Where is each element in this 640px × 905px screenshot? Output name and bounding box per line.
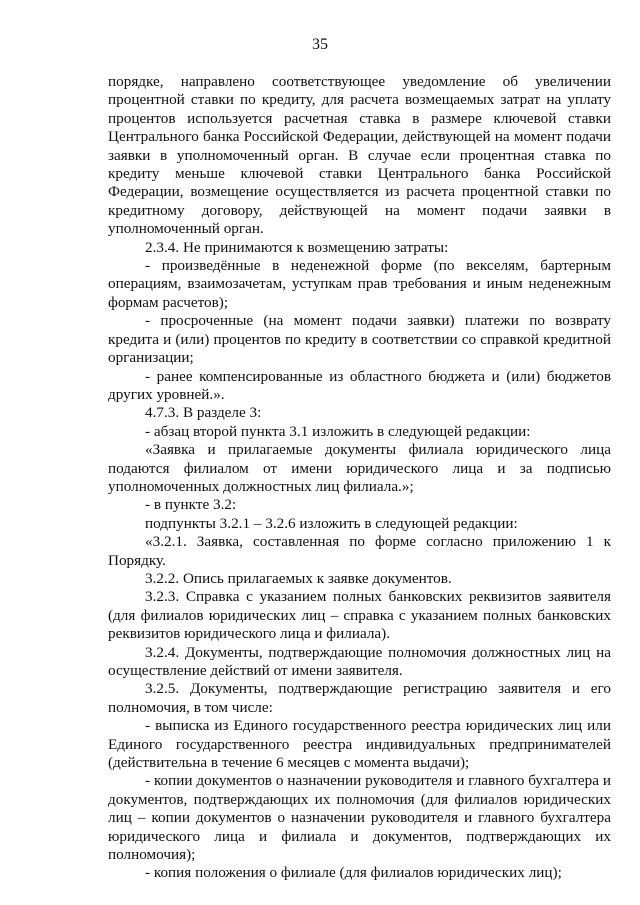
paragraph-3: - произведённые в неденежной форме (по векселям, бартерным операциям, взаимозачетам, уступкам прав требования и иным неденежным формам расчетов); — [108, 257, 611, 311]
paragraph-15: 3.2.5. Документы, подтверждающие регистрацию заявителя и его полномочия, в том числе: — [108, 680, 611, 716]
page-number: 35 — [312, 36, 328, 53]
paragraph-7: - абзац второй пункта 3.1 изложить в следующей редакции: — [145, 422, 531, 440]
paragraph-11: «3.2.1. Заявка, составленная по форме согласно приложению 1 к Порядку. — [108, 533, 611, 569]
paragraph-5: - ранее компенсированные из областного бюджета и (или) бюджетов других уровней.». — [108, 367, 611, 403]
paragraph-8: «Заявка и прилагаемые документы филиала юридического лица подаются филиалом от имени юридического лица и за подписью уполномоченных должностных лиц филиала.»; — [108, 441, 611, 495]
paragraph-18: - копия положения о филиале (для филиалов юридических лиц); — [145, 864, 562, 882]
paragraph-1: порядке, направлено соответствующее уведомление об увеличении процентной ставки по кредиту, для расчета возмещаемых затрат на уплату процентов используется расчетная ставка в размере ключевой ставки Центрального банка Российской Федерации, действующей на момент подачи заявки в уполномоченный орган. В случае если процентная ставка по кредиту меньше ключевой ставки Центрального банка Российской Федерации, возмещение осуществляется из расчета процентной ставки по кредитному договору, действующей на момент подачи заявки в уполномоченный орган. — [108, 73, 611, 238]
paragraph-10: подпункты 3.2.1 – 3.2.6 изложить в следующей редакции: — [145, 514, 518, 532]
paragraph-9: - в пункте 3.2: — [145, 496, 237, 514]
paragraph-6: 4.7.3. В разделе 3: — [145, 404, 262, 422]
paragraph-14: 3.2.4. Документы, подтверждающие полномочия должностных лиц на осуществление действий от имени заявителя. — [108, 643, 611, 679]
paragraph-12: 3.2.2. Опись прилагаемых к заявке документов. — [145, 569, 452, 587]
paragraph-4: - просроченные (на момент подачи заявки) платежи по возврату кредита и (или) процентов по кредиту в соответствии со справкой кредитной организации; — [108, 312, 611, 367]
paragraph-17: - копии документов о назначении руководителя и главного бухгалтера и документов, подтверждающих их полномочия (для филиалов юридических лиц – копии документов о назначении руководителя и главного бухгалтера юридического лица и филиала и документов, подтверждающих их полномочия); — [108, 772, 611, 864]
paragraph-13: 3.2.3. Справка с указанием полных банковских реквизитов заявителя (для филиалов юридических лиц – справка с указанием полных банковских реквизитов юридического лица и филиала). — [108, 588, 611, 643]
document-body — [108, 73, 611, 883]
paragraph-2: 2.3.4. Не принимаются к возмещению затраты: — [145, 238, 449, 256]
paragraph-16: - выписка из Единого государственного реестра юридических лиц или Единого государственного реестра индивидуальных предпринимателей (действительна в течение 6 месяцев с момента выдачи); — [108, 717, 611, 772]
